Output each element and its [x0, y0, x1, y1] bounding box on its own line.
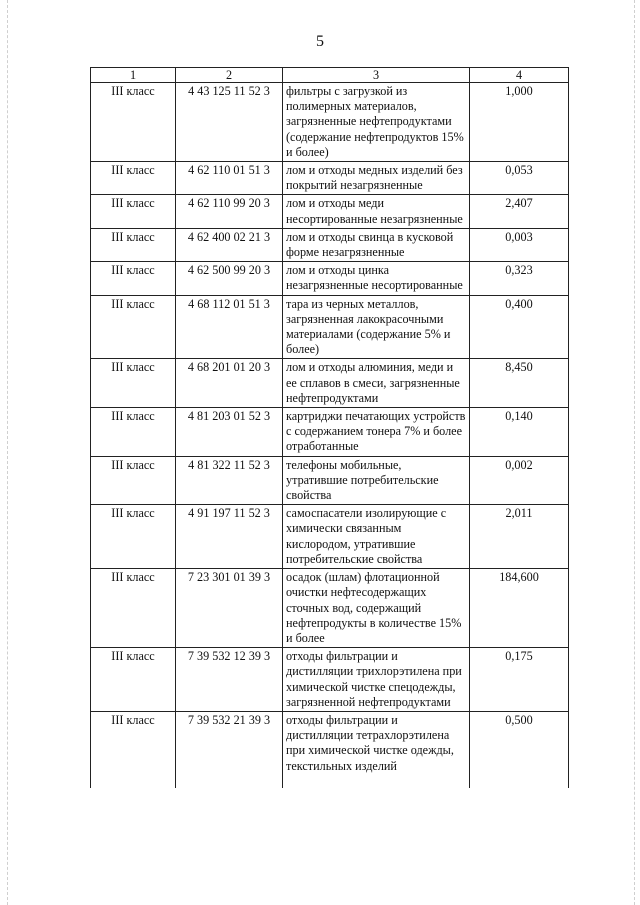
- hazard-class-cell: III класс: [91, 83, 176, 162]
- waste-name-cell: лом и отходы свинца в кусковой форме незагрязненные: [283, 228, 470, 261]
- waste-code-cell: 4 68 112 01 51 3: [176, 295, 283, 359]
- waste-code-cell: 4 91 197 11 52 3: [176, 505, 283, 569]
- waste-name-cell: картриджи печатающих устройств с содержанием тонера 7% и более отработанные: [283, 408, 470, 457]
- waste-code-cell: 4 62 400 02 21 3: [176, 228, 283, 261]
- hazard-class-cell: III класс: [91, 295, 176, 359]
- table-header-row: [91, 68, 569, 83]
- table-row: [91, 228, 569, 261]
- column-header: 2: [176, 68, 283, 83]
- page-edge-right: [634, 0, 635, 905]
- hazard-class-cell: III класс: [91, 162, 176, 195]
- waste-name-cell: лом и отходы меди несортированные незагрязненные: [283, 195, 470, 228]
- hazard-class-cell: III класс: [91, 456, 176, 505]
- waste-name-cell: отходы фильтрации и дистилляции тетрахлорэтилена при химической чистке одежды, текстильных изделий: [283, 711, 470, 788]
- waste-name-cell: фильтры с загрузкой из полимерных материалов, загрязненные нефтепродуктами (содержание нефтепродуктов 15% и более): [283, 83, 470, 162]
- amount-cell: 0,002: [470, 456, 569, 505]
- amount-cell: 2,407: [470, 195, 569, 228]
- amount-cell: 0,140: [470, 408, 569, 457]
- waste-code-cell: 4 43 125 11 52 3: [176, 83, 283, 162]
- table-row: [91, 505, 569, 569]
- amount-cell: 8,450: [470, 359, 569, 408]
- waste-code-cell: 4 81 322 11 52 3: [176, 456, 283, 505]
- waste-table: [90, 67, 569, 788]
- hazard-class-cell: III класс: [91, 195, 176, 228]
- waste-code-cell: 4 81 203 01 52 3: [176, 408, 283, 457]
- waste-name-cell: самоспасатели изолирующие с химически связанным кислородом, утратившие потребительские свойства: [283, 505, 470, 569]
- amount-cell: 0,175: [470, 648, 569, 712]
- waste-name-cell: лом и отходы алюминия, меди и ее сплавов в смеси, загрязненные нефтепродуктами: [283, 359, 470, 408]
- waste-name-cell: телефоны мобильные, утратившие потребительские свойства: [283, 456, 470, 505]
- waste-code-cell: 7 39 532 21 39 3: [176, 711, 283, 788]
- table-row: [91, 262, 569, 295]
- amount-cell: 0,323: [470, 262, 569, 295]
- amount-cell: 2,011: [470, 505, 569, 569]
- amount-cell: 0,500: [470, 711, 569, 788]
- table-row: [91, 711, 569, 788]
- hazard-class-cell: III класс: [91, 262, 176, 295]
- amount-cell: 0,053: [470, 162, 569, 195]
- hazard-class-cell: III класс: [91, 505, 176, 569]
- waste-code-cell: 4 68 201 01 20 3: [176, 359, 283, 408]
- table-row: [91, 408, 569, 457]
- column-header: 1: [91, 68, 176, 83]
- page-edge-left: [7, 0, 8, 905]
- waste-code-cell: 4 62 500 99 20 3: [176, 262, 283, 295]
- column-header: 3: [283, 68, 470, 83]
- amount-cell: 1,000: [470, 83, 569, 162]
- hazard-class-cell: III класс: [91, 648, 176, 712]
- waste-name-cell: отходы фильтрации и дистилляции трихлорэтилена при химической чистке спецодежды, загрязненной нефтепродуктами: [283, 648, 470, 712]
- hazard-class-cell: III класс: [91, 359, 176, 408]
- table-row: [91, 162, 569, 195]
- hazard-class-cell: III класс: [91, 569, 176, 648]
- waste-code-cell: 4 62 110 99 20 3: [176, 195, 283, 228]
- table-row: [91, 83, 569, 162]
- page-number: 5: [316, 33, 324, 50]
- waste-code-cell: 7 39 532 12 39 3: [176, 648, 283, 712]
- waste-code-cell: 7 23 301 01 39 3: [176, 569, 283, 648]
- waste-code-cell: 4 62 110 01 51 3: [176, 162, 283, 195]
- amount-cell: 184,600: [470, 569, 569, 648]
- table-row: [91, 648, 569, 712]
- waste-name-cell: тара из черных металлов, загрязненная лакокрасочными материалами (содержание 5% и более): [283, 295, 470, 359]
- waste-name-cell: осадок (шлам) флотационной очистки нефтесодержащих сточных вод, содержащий нефтепродукты в количестве 15% и более: [283, 569, 470, 648]
- hazard-class-cell: III класс: [91, 408, 176, 457]
- amount-cell: 0,003: [470, 228, 569, 261]
- column-header: 4: [470, 68, 569, 83]
- table-row: [91, 359, 569, 408]
- amount-cell: 0,400: [470, 295, 569, 359]
- table-row: [91, 456, 569, 505]
- waste-name-cell: лом и отходы цинка незагрязненные несортированные: [283, 262, 470, 295]
- table-row: [91, 569, 569, 648]
- waste-name-cell: лом и отходы медных изделий без покрытий незагрязненные: [283, 162, 470, 195]
- hazard-class-cell: III класс: [91, 711, 176, 788]
- hazard-class-cell: III класс: [91, 228, 176, 261]
- table-row: [91, 295, 569, 359]
- table-row: [91, 195, 569, 228]
